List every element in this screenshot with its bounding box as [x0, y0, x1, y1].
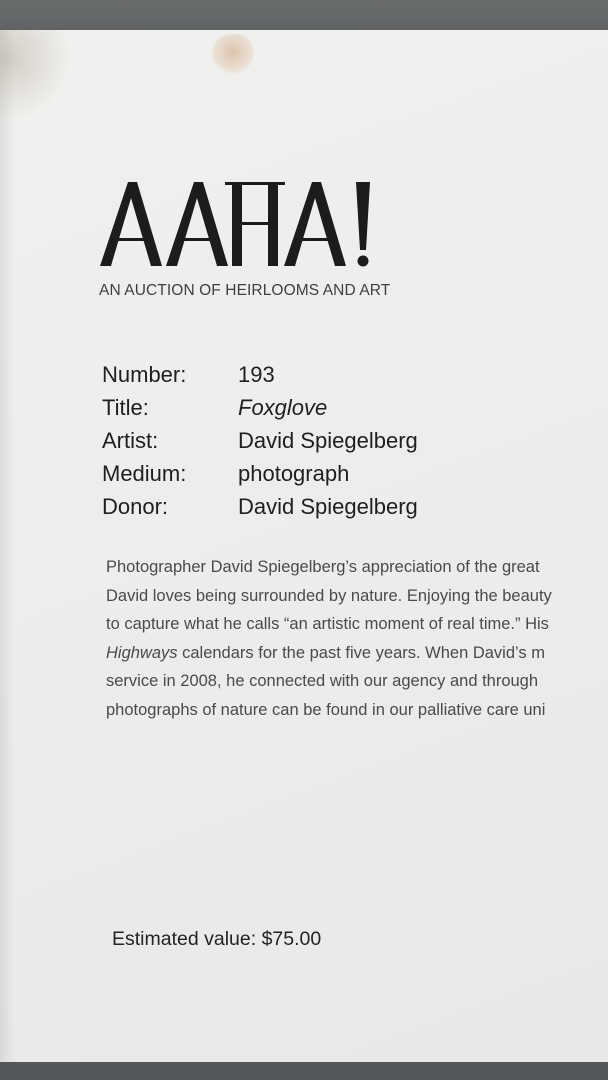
estimate-label: Estimated value: — [112, 928, 257, 950]
description-text: calendars for the past five years. When David’s m — [177, 643, 545, 662]
field-label: Title: — [102, 395, 149, 420]
artist-description — [106, 553, 608, 733]
estimate-amount: $75.00 — [261, 928, 322, 950]
description-line: Photographer David Spiegelberg’s appreciation of the great — [106, 558, 540, 576]
aaha-logo — [98, 176, 374, 270]
logo-tagline: AN AUCTION OF HEIRLOOMS AND ART — [99, 282, 391, 299]
corner-stain — [0, 30, 70, 120]
field-value: David Spiegelberg — [238, 428, 418, 453]
estimated-value — [112, 928, 321, 951]
description-line: photographs of nature can be found in our palliative care uni — [106, 700, 546, 719]
field-label: Medium: — [102, 461, 187, 486]
field-value: David Spiegelberg — [238, 494, 418, 519]
field-value: 193 — [238, 362, 275, 387]
field-label: Donor: — [102, 494, 169, 519]
field-value: Foxglove — [238, 395, 328, 420]
description-line — [106, 639, 608, 668]
description-line: to capture what he calls “an artistic moment of real time.” His — [106, 615, 549, 633]
paper-edge-shadow — [0, 30, 14, 1062]
field-label: Number: — [102, 362, 187, 387]
description-line: David loves being surrounded by nature. Enjoying the beauty — [106, 586, 552, 605]
publication-name: Highways — [106, 643, 178, 662]
field-value: photograph — [238, 461, 350, 486]
field-label: Artist: — [102, 428, 159, 453]
description-line: service in 2008, he connected with our agency and through — [106, 672, 539, 690]
